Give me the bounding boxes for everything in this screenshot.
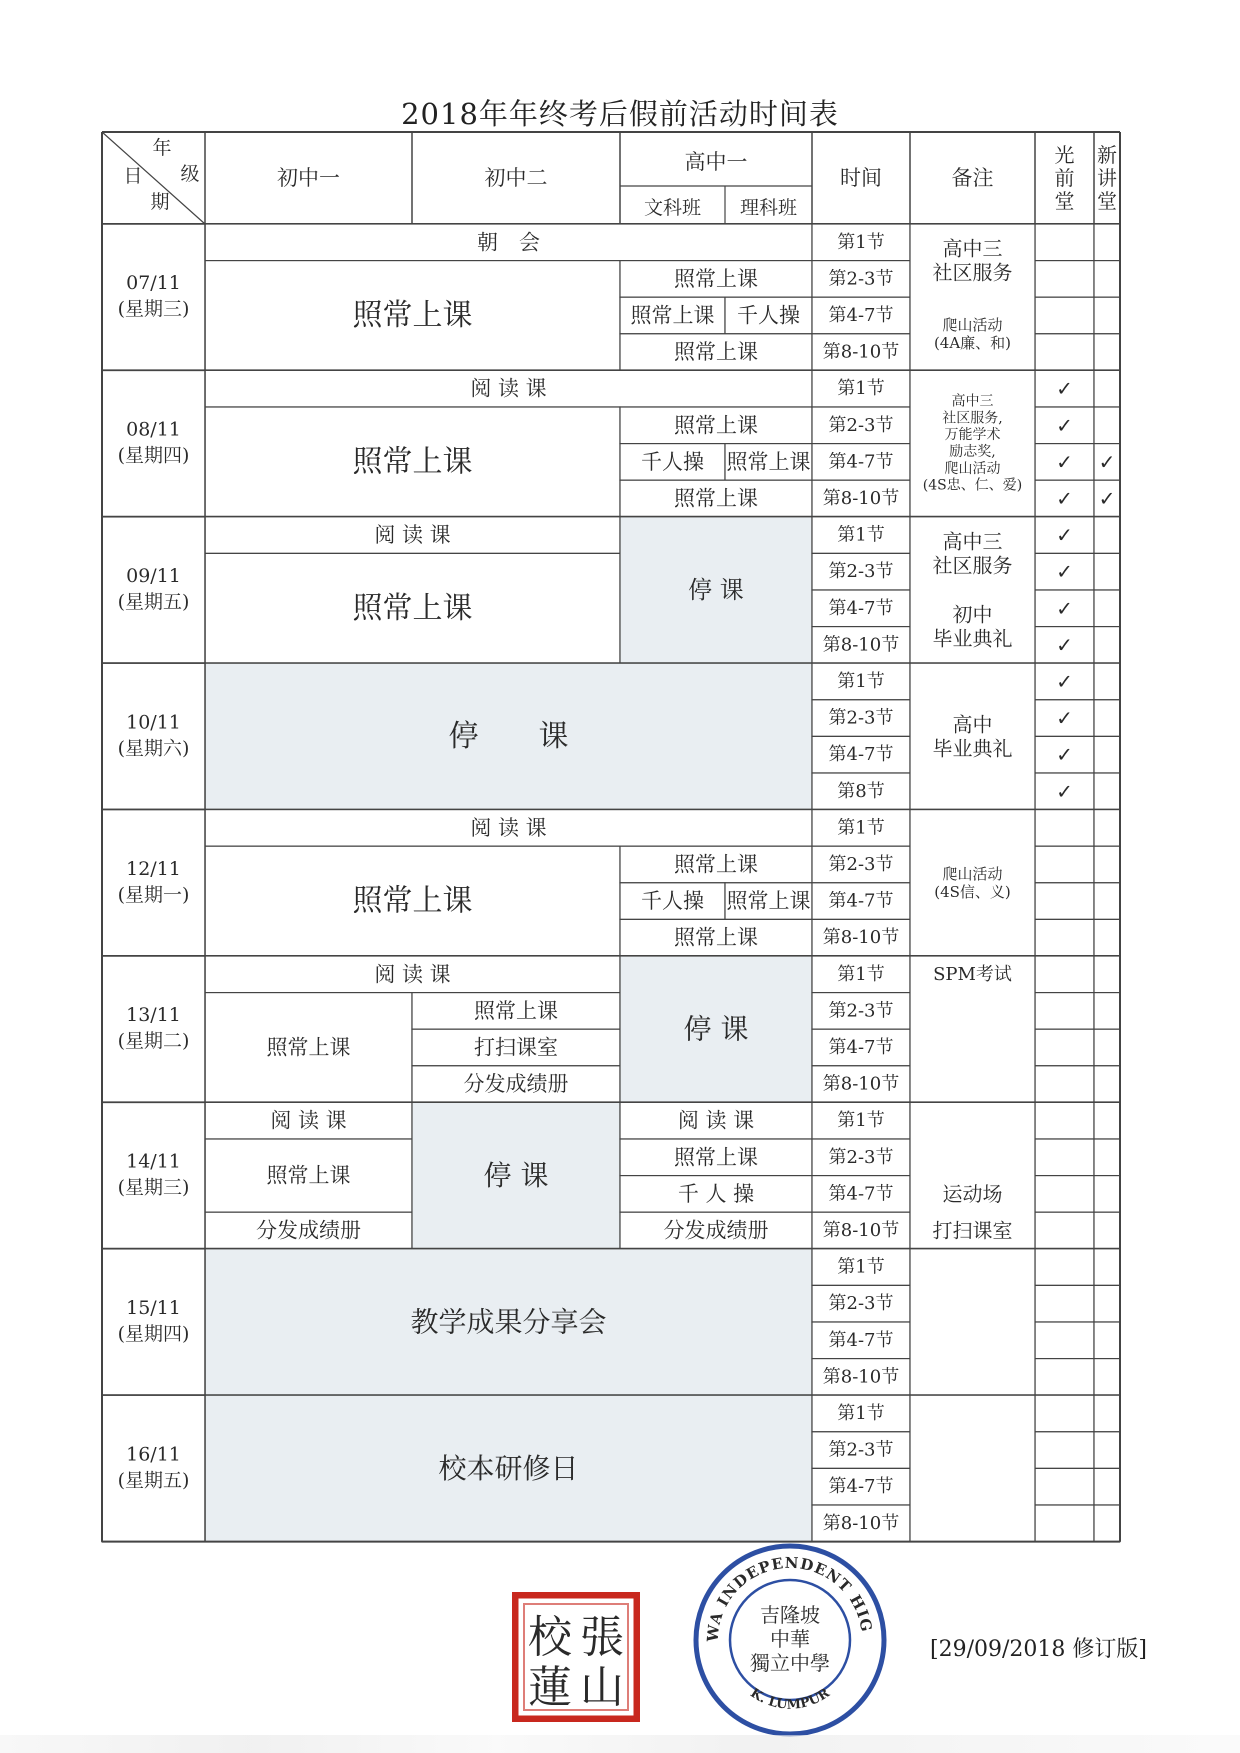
xj-cell — [1094, 810, 1120, 847]
scan-edge — [0, 1735, 1240, 1753]
activity-label: 分发成绩册 — [663, 1218, 769, 1243]
activity-label: 阅 读 课 — [470, 815, 547, 840]
day-weekday: (星期二) — [117, 1030, 190, 1053]
gq-cell — [1035, 1029, 1094, 1066]
remark-text: 毕业典礼 — [932, 626, 1013, 651]
gq-check-icon: ✓ — [1056, 706, 1073, 731]
period-label: 第4-7节 — [828, 305, 894, 326]
remark-text: 社区服务 — [932, 553, 1013, 578]
remark-text: (4S信、义) — [934, 882, 1011, 901]
svg-text:蓮: 蓮 — [528, 1662, 572, 1713]
gq-cell — [1035, 956, 1094, 993]
period-label: 第8-10节 — [822, 1366, 900, 1388]
period-label: 第4-7节 — [828, 890, 894, 912]
period-label: 第8-10节 — [822, 927, 900, 949]
xj-check-icon: ✓ — [1098, 486, 1116, 511]
gq-cell — [1035, 1505, 1094, 1542]
gq-check-icon: ✓ — [1056, 376, 1073, 401]
activity-label: 照常上课 — [266, 1163, 351, 1188]
gq-cell — [1035, 1102, 1094, 1139]
activity-label: 阅 读 课 — [677, 1108, 755, 1133]
gq-cell — [1035, 1322, 1094, 1359]
period-label: 第4-7节 — [828, 1329, 894, 1351]
activity-label: 停 课 — [483, 1159, 549, 1193]
day-date: 08/11 — [126, 418, 181, 441]
header-xj: 堂 — [1097, 189, 1117, 213]
xj-cell — [1094, 1249, 1120, 1286]
period-label: 第2-3节 — [828, 1000, 894, 1022]
xj-cell — [1094, 553, 1120, 590]
xj-cell — [1094, 261, 1120, 298]
xj-cell — [1094, 1395, 1120, 1432]
header-g1: 高中一 — [684, 150, 748, 174]
period-label: 第2-3节 — [828, 854, 894, 875]
activity-label: 照常上课 — [674, 340, 758, 365]
xj-cell — [1094, 224, 1120, 261]
remark-text: 打扫课室 — [932, 1218, 1013, 1243]
xj-cell — [1094, 736, 1120, 773]
period-label: 第1节 — [837, 1403, 885, 1424]
day-date: 12/11 — [126, 857, 181, 880]
svg-text:山: 山 — [580, 1662, 624, 1713]
xj-cell — [1094, 883, 1120, 920]
gq-cell — [1035, 846, 1094, 883]
gq-check-icon: ✓ — [1056, 449, 1073, 474]
activity-label: 照常上课 — [674, 925, 758, 950]
period-label: 第2-3节 — [828, 414, 894, 436]
activity-label: 照常上课 — [674, 486, 758, 511]
activity-label: 照常上课 — [674, 266, 758, 291]
gq-cell — [1035, 1249, 1094, 1286]
header-xj: 讲 — [1097, 166, 1117, 190]
day-weekday: (星期三) — [117, 298, 190, 321]
period-label: 第1节 — [837, 231, 885, 253]
xj-cell — [1094, 663, 1120, 700]
activity-label: 照常上课 — [474, 998, 558, 1023]
remark-text: 高中三 — [942, 236, 1003, 261]
header-remark: 备注 — [951, 166, 994, 190]
xj-cell — [1094, 627, 1120, 664]
date-cell — [102, 517, 205, 663]
gq-cell — [1035, 1395, 1094, 1432]
xj-cell — [1094, 1432, 1120, 1469]
header-corner-period: 期 — [150, 191, 170, 213]
day-weekday: (星期六) — [117, 737, 190, 760]
date-cell — [102, 956, 205, 1102]
xj-cell — [1094, 1029, 1120, 1066]
remark-text: 社区服务 — [932, 260, 1013, 285]
period-label: 第2-3节 — [828, 1439, 894, 1461]
header-c1: 初中一 — [277, 166, 340, 190]
gq-cell — [1035, 810, 1094, 847]
period-label: 第8-10节 — [822, 488, 900, 509]
header-li: 理科班 — [739, 197, 798, 219]
remark-text: 高中三 — [951, 393, 994, 410]
activity-label: 停 课 — [683, 1012, 749, 1046]
principal-seal — [512, 1592, 640, 1722]
activity-label: 校本研修日 — [438, 1451, 579, 1485]
remark-text: 毕业典礼 — [932, 736, 1013, 761]
gq-cell — [1035, 224, 1094, 261]
gq-check-icon: ✓ — [1056, 486, 1073, 511]
period-label: 第1节 — [837, 1110, 885, 1132]
activity-label: 阅 读 课 — [270, 1108, 347, 1133]
period-label: 第2-3节 — [828, 1293, 894, 1315]
day-weekday: (星期四) — [117, 444, 190, 467]
svg-text:獨立中學: 獨立中學 — [750, 1651, 830, 1675]
seal-graphic — [512, 1592, 640, 1722]
activity-label: 阅 读 课 — [470, 376, 547, 401]
remark-text: 高中 — [952, 712, 993, 737]
gq-check-icon: ✓ — [1056, 596, 1073, 621]
remark-text: 社区服务, — [942, 410, 1003, 427]
revision-note: [29/09/2018 修订版] — [930, 1637, 1147, 1662]
activity-label: 阅 读 课 — [374, 962, 451, 987]
page-title: 2018年年终考后假前活动时间表 — [401, 97, 839, 131]
xj-cell — [1094, 846, 1120, 883]
period-label: 第2-3节 — [828, 268, 894, 290]
activity-label: 停 课 — [688, 576, 744, 604]
period-label: 第1节 — [837, 963, 885, 985]
activity-label: 照常上课 — [352, 298, 473, 333]
xj-cell — [1094, 1468, 1120, 1505]
xj-cell — [1094, 1176, 1120, 1213]
header-gq: 堂 — [1054, 189, 1075, 213]
activity-label: 照常上课 — [674, 1145, 758, 1170]
remark-cell — [910, 1395, 1035, 1541]
activity-label: 教学成果分享会 — [410, 1305, 607, 1339]
gq-check-icon: ✓ — [1056, 669, 1073, 694]
xj-cell — [1094, 993, 1120, 1030]
header-corner-grade: 级 — [180, 163, 200, 185]
remark-cell — [910, 1249, 1035, 1395]
gq-cell — [1035, 1285, 1094, 1322]
gq-cell — [1035, 1468, 1094, 1505]
xj-cell — [1094, 956, 1120, 993]
day-date: 15/11 — [126, 1297, 181, 1319]
remark-text: (4A廉、和) — [933, 333, 1012, 352]
remark-text: (4S忠、仁、爱) — [922, 477, 1023, 494]
gq-cell — [1035, 883, 1094, 920]
activity-label: 千人操 — [737, 303, 800, 328]
period-label: 第4-7节 — [828, 1037, 894, 1058]
remark-text: SPM考试 — [933, 963, 1012, 985]
activity-label: 照常上课 — [674, 852, 758, 877]
day-weekday: (星期五) — [117, 1469, 190, 1492]
xj-cell — [1094, 1212, 1120, 1249]
xj-cell — [1094, 1285, 1120, 1322]
period-label: 第4-7节 — [828, 597, 894, 619]
date-cell — [102, 1249, 205, 1395]
xj-cell — [1094, 1322, 1120, 1359]
xj-cell — [1094, 773, 1120, 810]
period-label: 第8-10节 — [822, 634, 900, 656]
xj-cell — [1094, 370, 1120, 407]
activity-label: 照常上课 — [726, 889, 811, 914]
period-label: 第2-3节 — [828, 561, 894, 583]
activity-label: 照常上课 — [266, 1035, 351, 1060]
activity-label: 照常上课 — [726, 449, 811, 474]
xj-cell — [1094, 297, 1120, 334]
gq-cell — [1035, 261, 1094, 298]
period-label: 第2-3节 — [828, 707, 894, 729]
day-date: 14/11 — [126, 1150, 181, 1173]
period-label: 第1节 — [837, 817, 885, 839]
day-date: 13/11 — [126, 1004, 181, 1027]
gq-check-icon: ✓ — [1056, 742, 1073, 767]
remark-text: 万能学术 — [944, 427, 1001, 444]
period-label: 第4-7节 — [828, 1476, 894, 1498]
activity-label: 照常上课 — [352, 883, 473, 919]
period-label: 第1节 — [837, 524, 885, 546]
header-xj: 新 — [1097, 143, 1117, 167]
remark-text: 初中 — [952, 602, 993, 627]
xj-cell — [1094, 1139, 1120, 1176]
remark-text: 爬山活动 — [942, 864, 1003, 883]
gq-cell — [1035, 1432, 1094, 1469]
activity-label: 分发成绩册 — [463, 1072, 569, 1097]
day-weekday: (星期五) — [117, 591, 190, 613]
date-cell — [102, 1102, 205, 1248]
period-label: 第8-10节 — [822, 341, 900, 363]
svg-text:CHONG HWA INDEPENDENT HIGH SCH: WA INDEPENDENT HIG — [703, 1553, 876, 1643]
header-corner-year: 年 — [152, 137, 172, 159]
header-gq: 光 — [1054, 143, 1075, 167]
period-label: 第4-7节 — [828, 744, 894, 766]
remark-text: 爬山活动 — [942, 315, 1003, 334]
xj-cell — [1094, 700, 1120, 737]
period-label: 第8-10节 — [822, 1512, 900, 1534]
xj-check-icon: ✓ — [1098, 449, 1116, 474]
xj-cell — [1094, 407, 1120, 444]
gq-check-icon: ✓ — [1056, 413, 1073, 438]
day-date: 10/11 — [126, 711, 181, 734]
header-corner-day: 日 — [123, 165, 143, 187]
gq-cell — [1035, 1212, 1094, 1249]
period-label: 第1节 — [837, 1256, 885, 1278]
svg-text:張: 張 — [580, 1612, 624, 1663]
gq-check-icon: ✓ — [1056, 559, 1073, 584]
activity-label: 千人操 — [641, 449, 704, 474]
activity-label: 照常上课 — [352, 590, 473, 626]
remark-text: 高中三 — [942, 529, 1003, 554]
activity-label: 照常上课 — [630, 303, 715, 328]
school-stamp — [690, 1540, 890, 1740]
svg-text:校: 校 — [528, 1612, 572, 1663]
activity-label: 分发成绩册 — [256, 1218, 361, 1243]
remark-text: 爬山活动 — [944, 460, 1001, 477]
xj-cell — [1094, 1102, 1120, 1139]
date-cell — [102, 810, 205, 956]
activity-label: 打扫课室 — [474, 1035, 558, 1060]
header-time: 时间 — [840, 166, 882, 190]
activity-label: 千人操 — [641, 889, 704, 914]
svg-text:K. LUMPUR: K. LUMPUR — [747, 1685, 833, 1713]
activity-label: 照常上课 — [674, 413, 758, 438]
period-label: 第8节 — [837, 780, 885, 802]
activity-label: 千 人 操 — [677, 1181, 755, 1206]
period-label: 第8-10节 — [822, 1220, 900, 1241]
period-label: 第8-10节 — [822, 1073, 900, 1095]
svg-text:中華: 中華 — [770, 1627, 810, 1651]
date-cell — [102, 224, 205, 370]
gq-cell — [1035, 993, 1094, 1030]
period-label: 第4-7节 — [828, 1183, 894, 1205]
remark-text: 运动场 — [942, 1181, 1003, 1206]
activity-label: 停 课 — [448, 718, 569, 754]
xj-cell — [1094, 1066, 1120, 1103]
date-cell — [102, 663, 205, 809]
period-label: 第4-7节 — [828, 451, 894, 473]
xj-cell — [1094, 1505, 1120, 1542]
header-gq: 前 — [1054, 166, 1075, 190]
activity-label: 照常上课 — [352, 444, 473, 480]
gq-cell — [1035, 1176, 1094, 1213]
header-wen: 文科班 — [643, 197, 702, 219]
gq-check-icon: ✓ — [1056, 632, 1073, 657]
date-cell — [102, 1395, 205, 1541]
period-label: 第1节 — [837, 671, 885, 692]
gq-cell — [1035, 1139, 1094, 1176]
period-label: 第1节 — [837, 378, 885, 400]
xj-cell — [1094, 590, 1120, 627]
gq-cell — [1035, 1359, 1094, 1396]
day-weekday: (星期三) — [117, 1176, 190, 1199]
period-label: 第2-3节 — [828, 1146, 894, 1168]
gq-check-icon: ✓ — [1056, 523, 1073, 548]
day-date: 07/11 — [126, 272, 181, 295]
activity-label: 朝 会 — [477, 230, 540, 255]
school-stamp-graphic — [690, 1540, 890, 1740]
xj-cell — [1094, 919, 1120, 956]
day-date: 16/11 — [126, 1443, 181, 1466]
xj-cell — [1094, 1359, 1120, 1396]
day-weekday: (星期一) — [117, 883, 190, 906]
gq-cell — [1035, 334, 1094, 371]
gq-check-icon: ✓ — [1056, 779, 1073, 804]
day-weekday: (星期四) — [117, 1323, 190, 1345]
gq-cell — [1035, 1066, 1094, 1103]
gq-cell — [1035, 297, 1094, 334]
xj-cell — [1094, 334, 1120, 371]
activity-label: 阅 读 课 — [374, 523, 451, 548]
remark-text: 励志奖, — [949, 444, 996, 460]
date-cell — [102, 370, 205, 516]
xj-cell — [1094, 517, 1120, 554]
header-c2: 初中二 — [484, 166, 548, 190]
gq-cell — [1035, 919, 1094, 956]
day-date: 09/11 — [126, 565, 181, 587]
svg-text:吉隆坡: 吉隆坡 — [760, 1603, 820, 1627]
